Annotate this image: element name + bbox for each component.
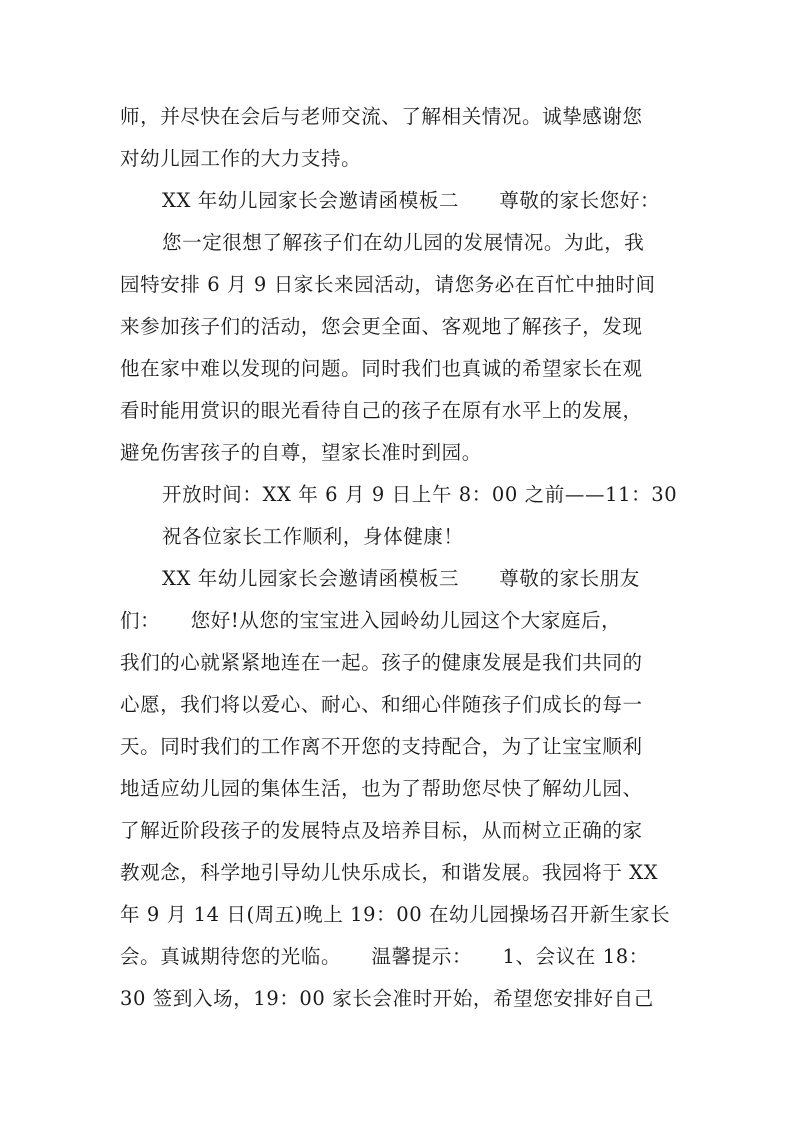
- text-line: 避免伤害孩子的自尊，望家长准时到园。: [120, 441, 482, 464]
- text-line: 师，并尽快在会后与老师交流、了解相关情况。诚挚感谢您: [120, 105, 643, 128]
- text-line: 他在家中难以发现的问题。同时我们也真诚的希望家长在观: [120, 357, 643, 380]
- text-line: 祝各位家长工作顺利，身体健康！: [162, 525, 464, 548]
- text-line: 们： 您好!从您的宝宝进入园岭幼儿园这个大家庭后，: [120, 609, 622, 632]
- text-line: 我们的心就紧紧地连在一起。孩子的健康发展是我们共同的: [120, 651, 643, 674]
- text-line: 了解近阶段孩子的发展特点及培养目标，从而树立正确的家: [120, 819, 643, 842]
- text-line: 开放时间：XX 年 6 月 9 日上午 8：00 之前——11：30: [162, 483, 678, 506]
- text-line: 来参加孩子们的活动，您会更全面、客观地了解孩子，发现: [120, 315, 643, 338]
- text-line: 心愿，我们将以爱心、耐心、和细心伴随孩子们成长的每一: [120, 693, 643, 716]
- text-line: 教观念，科学地引导幼儿快乐成长，和谐发展。我园将于 XX: [120, 861, 659, 884]
- text-line: 天。同时我们的工作离不开您的支持配合，为了让宝宝顺利: [120, 735, 643, 758]
- text-line: 您一定很想了解孩子们在幼儿园的发展情况。为此，我: [162, 231, 645, 254]
- text-line: 年 9 月 14 日(周五)晚上 19：00 在幼儿园操场召开新生家长: [120, 903, 671, 926]
- heading-line: XX 年幼儿园家长会邀请函模板二 尊敬的家长您好：: [162, 189, 661, 212]
- text-line: 会。真诚期待您的光临。 温馨提示： 1、会议在 18：: [120, 945, 649, 968]
- heading-line: XX 年幼儿园家长会邀请函模板三 尊敬的家长朋友: [162, 567, 640, 590]
- text-line: 30 签到入场，19：00 家长会准时开始，希望您安排好自己: [120, 987, 654, 1010]
- text-line: 园特安排 6 月 9 日家长来园活动，请您务必在百忙中抽时间: [120, 273, 656, 296]
- text-line: 地适应幼儿园的集体生活，也为了帮助您尽快了解幼儿园、: [120, 777, 643, 800]
- text-line: 对幼儿园工作的大力支持。: [120, 147, 362, 170]
- text-line: 看时能用赏识的眼光看待自己的孩子在原有水平上的发展，: [120, 399, 643, 422]
